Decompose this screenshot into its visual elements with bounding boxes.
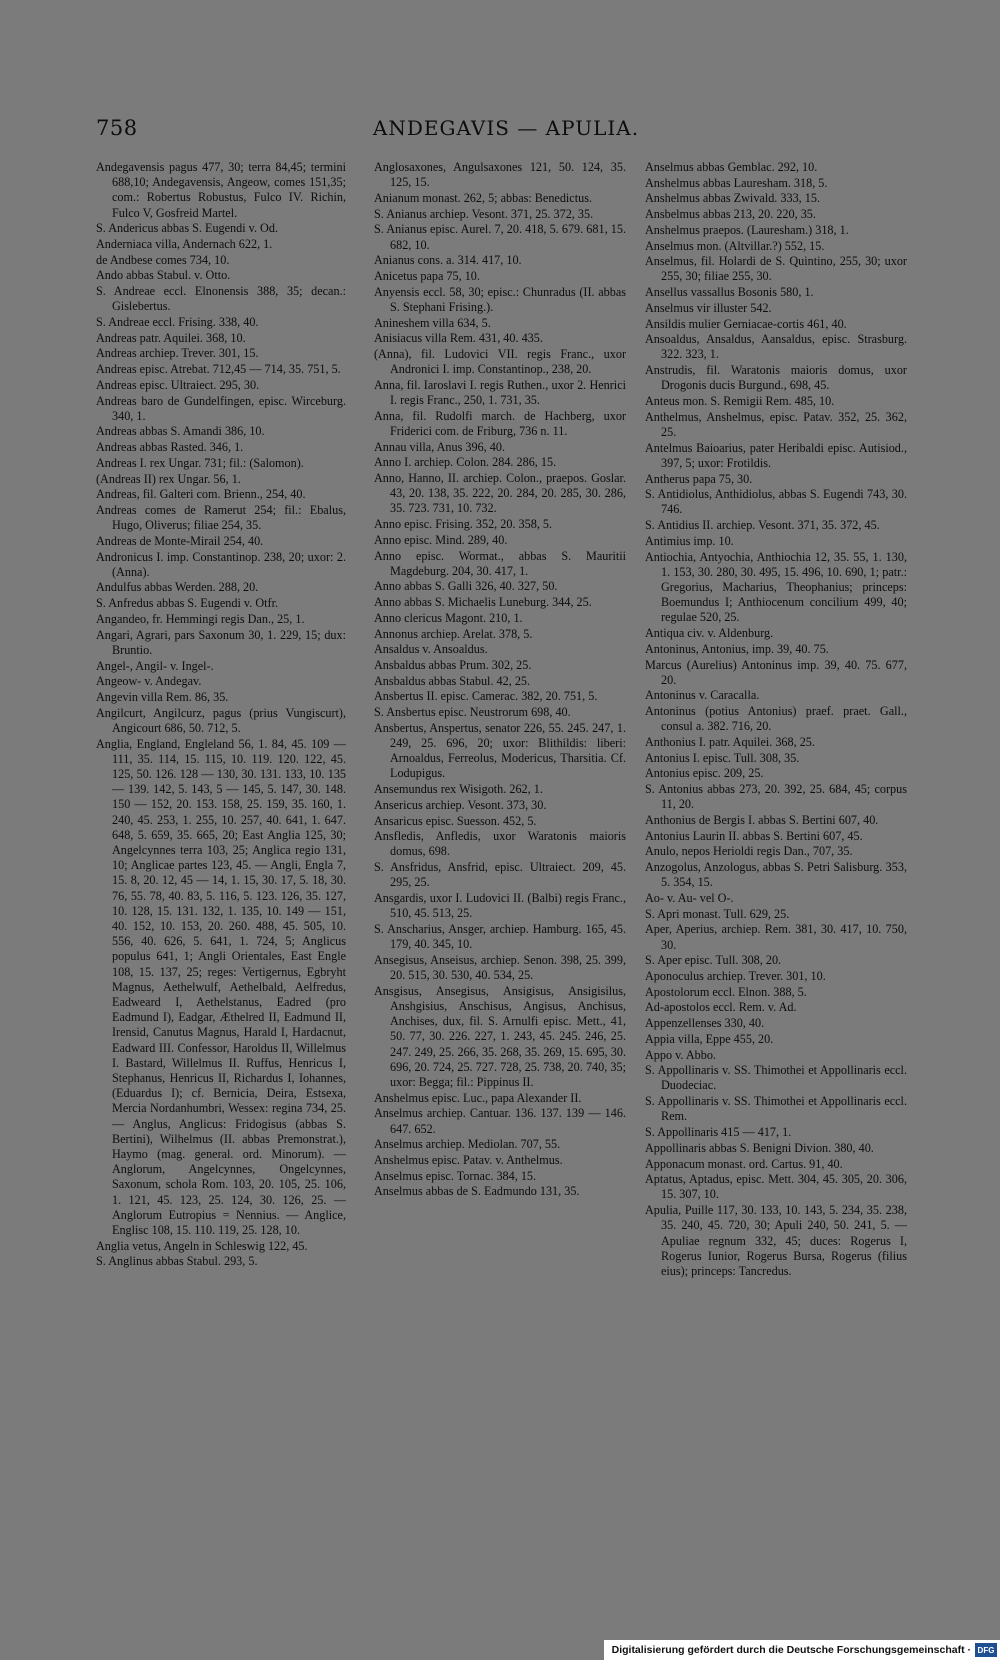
index-entry: Annonus archiep. Arelat. 378, 5.: [374, 626, 533, 641]
index-entry: Anno abbas S. Galli 326, 40. 327, 50.: [374, 579, 558, 594]
index-entry: Andreas, fil. Galteri com. Brienn., 254, 40.: [96, 487, 306, 502]
index-entry: Ansegisus, Anseisus, archiep. Senon. 398, 25. 399, 20. 515, 30. 530, 40. 534, 25.: [374, 952, 626, 983]
index-entry: Anzogolus, Anzologus, abbas S. Petri Salisburg. 353, 5. 354, 15.: [645, 860, 907, 890]
index-entry: S. Andericus abbas S. Eugendi v. Od.: [96, 221, 279, 236]
index-entry: Anisiacus villa Rem. 431, 40. 435.: [374, 331, 543, 346]
index-entry: Anno episc. Frising. 352, 20. 358, 5.: [374, 517, 553, 532]
index-entry: Anyensis eccl. 58, 30; episc.: Chunradus (II. abbas S. Stephani Frising.).: [374, 284, 626, 314]
index-entry: Anna, fil. Iaroslavi I. regis Ruthen., uxor 2. Henrici I. regis Franc., 250, 1. 731, 35.: [374, 377, 626, 408]
index-entry: Anglosaxones, Angulsaxones 121, 50. 124, 35. 125, 15.: [374, 160, 626, 190]
index-entry: Anselmus, fil. Holardi de S. Quintino, 255, 30; uxor 255, 30; filiae 255, 30.: [645, 254, 907, 284]
index-entry: Anselmus episc. Tornac. 384, 15.: [374, 1168, 537, 1183]
index-entry: Anselmus abbas de S. Eadmundo 131, 35.: [374, 1184, 580, 1199]
index-entry: S. Andreae eccl. Elnonensis 388, 35; decan.: Gislebertus.: [96, 284, 346, 314]
index-entry: Anglia vetus, Angeln in Schleswig 122, 45.: [96, 1238, 308, 1253]
index-entry: Angel-, Angil- v. Ingel-.: [96, 658, 214, 673]
index-entry: Angandeo, fr. Hemmingi regis Dan., 25, 1.: [96, 611, 305, 626]
index-entry: Anshelmus praepos. (Lauresham.) 318, 1.: [645, 222, 849, 237]
index-entry: Anno episc. Mind. 289, 40.: [374, 532, 508, 547]
index-entry: Appollinaris abbas S. Benigni Divion. 380, 40.: [645, 1140, 874, 1155]
index-entry: Anstrudis, fil. Waratonis maioris domus, uxor Drogonis ducis Burgund., 698, 45.: [645, 363, 907, 393]
index-entry: Anulo, nepos Herioldi regis Dan., 707, 35.: [645, 844, 853, 859]
index-entry: Anianus cons. a. 314. 417, 10.: [374, 253, 522, 268]
index-entry: S. Antonius abbas 273, 20. 392, 25. 684, 45; corpus 11, 20.: [645, 782, 907, 812]
index-entry: Anianum monast. 262, 5; abbas: Benedictus.: [374, 190, 592, 205]
index-entry: Anno, Hanno, II. archiep. Colon., praepos. Goslar. 43, 20. 138, 35. 222, 20. 284, 20. 285, 30. 286, 35. 723. 731, 10. 732.: [374, 471, 626, 516]
index-entry: Ansbaldus abbas Stabul. 42, 25.: [374, 673, 531, 688]
index-entry: Anselmus archiep. Mediolan. 707, 55.: [374, 1137, 561, 1152]
index-entry: Ansaricus episc. Suesson. 452, 5.: [374, 813, 537, 828]
index-entry: Apponacum monast. ord. Cartus. 91, 40.: [645, 1156, 843, 1171]
index-entry: Anthonius de Bergis I. abbas S. Bertini 607, 40.: [645, 813, 879, 828]
index-entry: Andreas episc. Atrebat. 712,45 — 714, 35. 751, 5.: [96, 362, 341, 377]
index-entry: de Andbese comes 734, 10.: [96, 252, 230, 267]
index-entry: Andreas I. rex Ungar. 731; fil.: (Salomon).: [96, 455, 304, 470]
index-entry: Anglia, England, Engleland 56, 1. 84, 45. 109 — 111, 35. 114, 15. 115, 10. 119. 120. 122, 45. 125, 50. 126. 128 — 130, 30. 131. 133, 10. 135 — 139. 142, 5. 143, 5 — 145, 5. 147, 30. 148. 150 — 152, 20. 153. 158, 25. 159, 35. 160, 1. 240, 45. 253, 1. 255, 10. 257, 40. 641, 1. 647. 648, 5. 659, 35. 665, 20; East Anglia 125, 30; Angelcynnes terra 103, 25; Anglica regio 131, 10; Anglicae partes 123, 45. — Angli, Engla 7, 15. 8, 20. 12, 45 — 14, 1. 15, 30. 17, 5. 18, 30. 76, 55. 78, 40. 83, 5. 116, 5. 123. 126, 35. 127, 10. 128, 15. 131. 132, 1. 135, 10. 149 — 151, 40. 152, 10. 153, 20. 260. 488, 45. 505, 10. 556, 40. 626, 5. 641, 1. 724, 5; Anglicus populus 641, 1; Angli Orientales, East Engle 108, 15. 137, 25; reges: Vertigernus, Egbryht Magnus, Aethelwulf, Aethelbald, Aelfredus, Eadweard I, Aethelstanus, Eadred (pro Eadmund I), Eadgar, Æthelred II, Eadmund II, Irensid, Canutus Magnus, Harald I, Hardacnut, Eadward III. Confessor, Haroldus II, Willelmus I. Bastard, Willelmus II. Ruffus, Henricus I, Stephanus, Henricus II, Richardus I, Iohannes, (Eduardus I); cf. Bernicia, Deira, Estsexa, Mercia Nordanhumbri, Wessex: regina 734, 25. — Anglus, Anglicus: Fridogisus (abbas S. Bertini), Wilhelmus (II. abbas Premonstrat.), Haymo (mag. general. ord. Minorum). — Anglorum, Angelcynnes, Ongelcynnes, Saxonum, schola Rom. 103, 20. 105, 25. 106, 1. 121, 45. 123, 25. 124, 30. 126, 25. — Anglorum Eutropius = Nennius. — Anglice, Englisc 108, 15. 110. 119, 25. 128, 10.: [96, 736, 346, 1238]
index-entry: Aper, Aperius, archiep. Rem. 381, 30. 417, 10. 750, 30.: [645, 922, 907, 952]
index-entry: Antiqua civ. v. Aldenburg.: [645, 626, 774, 641]
index-entry: Ansbaldus abbas Prum. 302, 25.: [374, 658, 532, 672]
index-entry: S. Anianus episc. Aurel. 7, 20. 418, 5. 679. 681, 15. 682, 10.: [374, 222, 626, 252]
index-entry: Anderniaca villa, Andernach 622, 1.: [96, 237, 273, 252]
index-entry: Appo v. Abbo.: [645, 1047, 716, 1062]
index-entry: Antimius imp. 10.: [645, 533, 734, 548]
index-entry: Anshelmus episc. Patav. v. Anthelmus.: [374, 1153, 563, 1167]
index-entry: S. Aper episc. Tull. 308, 20.: [645, 953, 782, 968]
index-entry: Anineshem villa 634, 5.: [374, 315, 491, 330]
index-entry: Antherus papa 75, 30.: [645, 471, 753, 486]
index-entry: Anselmus vir illuster 542.: [645, 300, 772, 315]
index-entry: Anteus mon. S. Remigii Rem. 485, 10.: [645, 394, 835, 409]
index-entry: Angilcurt, Angilcurz, pagus (prius Vungiscurt), Angicourt 686, 50. 712, 5.: [96, 705, 346, 735]
index-entry: Antoninus v. Caracalla.: [645, 688, 760, 703]
index-entry: Anselmus abbas Gemblac. 292, 10.: [645, 160, 818, 174]
index-entry: Anno episc. Wormat., abbas S. Mauritii Magdeburg. 204, 30. 417, 1.: [374, 548, 626, 578]
index-entry: Ansellus vassallus Bosonis 580, 1.: [645, 285, 814, 300]
index-entry: Anno abbas S. Michaelis Luneburg. 344, 25.: [374, 595, 592, 610]
index-entry: S. Apri monast. Tull. 629, 25.: [645, 906, 790, 921]
index-entry: Andulfus abbas Werden. 288, 20.: [96, 580, 259, 595]
footer-text: Digitalisierung gefördert durch die Deutsche Forschungsgemeinschaft ·: [611, 1644, 971, 1656]
index-entry: Ansgisus, Ansegisus, Ansigisus, Ansigisilus, Anshgisius, Anschisus, Angisus, Anchisus, Anchises, dux, fil. S. Arnulfi episc. Mett., 41, 50. 77, 30. 226. 227, 1. 243, 45. 245. 246, 25. 247. 249, 25. 266, 35. 268, 35. 269, 15. 695, 30. 696, 20. 724, 25. 727. 728, 25. 738, 20. 740, 35; uxor: Begga; fil.: Pippinus II.: [374, 983, 626, 1089]
index-entry: Anno clericus Magont. 210, 1.: [374, 610, 523, 625]
index-entry: Apostolorum eccl. Elnon. 388, 5.: [645, 984, 807, 999]
index-entry: Antoninus, Antonius, imp. 39, 40. 75.: [645, 641, 829, 656]
index-entry: Anshelmus episc. Luc., papa Alexander II.: [374, 1090, 582, 1105]
index-column-1: [96, 160, 346, 1620]
index-entry: (Andreas II) rex Ungar. 56, 1.: [96, 471, 241, 486]
index-entry: Anna, fil. Rudolfi march. de Hachberg, uxor Friderici com. de Friburg, 736 n. 11.: [374, 408, 626, 438]
index-entry: Ad-apostolos eccl. Rem. v. Ad.: [645, 1000, 797, 1015]
index-entry: Antelmus Baioarius, pater Heribaldi episc. Autisiod., 397, 5; uxor: Frotildis.: [645, 440, 907, 470]
index-entry: Andreas baro de Gundelfingen, episc. Wirceburg. 340, 1.: [96, 393, 346, 423]
index-entry: S. Appollinaris 415 — 417, 1.: [645, 1125, 792, 1140]
index-entry: Angeow- v. Andegav.: [96, 674, 202, 689]
index-entry: Appenzellenses 330, 40.: [645, 1016, 765, 1031]
index-entry: S. Appollinaris v. SS. Thimothei et Appollinaris eccl. Rem.: [645, 1094, 907, 1124]
index-entry: Aptatus, Aptadus, episc. Mett. 304, 45. 305, 20. 306, 15. 307, 10.: [645, 1172, 907, 1202]
index-entry: Appia villa, Eppe 455, 20.: [645, 1031, 774, 1046]
index-entry: Ansgardis, uxor I. Ludovici II. (Balbi) regis Franc., 510, 45. 513, 25.: [374, 891, 626, 921]
index-entry: Antoninus (potius Antonius) praef. praet. Gall., consul a. 382. 716, 20.: [645, 704, 907, 734]
index-entry: Ansbertus II. episc. Camerac. 382, 20. 751, 5.: [374, 689, 598, 704]
index-entry: Andreas abbas S. Amandi 386, 10.: [96, 424, 265, 439]
index-entry: Apulia, Puille 117, 30. 133, 10. 143, 5. 234, 35. 238, 35. 240, 45. 720, 30; Apuli 240, 50. 241, 5. — Apuliae regnum 332, 45; duces: Rogerus I, Rogerus Iunior, Rogerus Bursa, Rogerus (filius eius); princeps: Tancredus.: [645, 1203, 907, 1278]
index-entry: Ando abbas Stabul. v. Otto.: [96, 268, 231, 283]
index-entry: Ansericus archiep. Vesont. 373, 30.: [374, 797, 547, 812]
index-entry: S. Appollinaris v. SS. Thimothei et Appollinaris eccl. Duodeciac.: [645, 1063, 907, 1093]
index-entry: Ao- v. Au- vel O-.: [645, 891, 734, 906]
index-entry: Ansoaldus, Ansaldus, Aansaldus, episc. Strasburg. 322. 323, 1.: [645, 332, 907, 362]
index-entry: S. Ansfridus, Ansfrid, episc. Ultraiect. 209, 45. 295, 25.: [374, 860, 626, 890]
index-column-2: [374, 160, 626, 1620]
index-entry: Anselmus mon. (Altvillar.?) 552, 15.: [645, 238, 825, 253]
index-entry: Aponoculus archiep. Trever. 301, 10.: [645, 969, 826, 984]
index-entry: S. Anscharius, Ansger, archiep. Hamburg. 165, 45. 179, 40. 345, 10.: [374, 921, 626, 952]
index-entry: Ansfledis, Anfledis, uxor Waratonis maioris domus, 698.: [374, 829, 626, 859]
index-entry: Marcus (Aurelius) Antoninus imp. 39, 40. 75. 677, 20.: [645, 657, 907, 687]
index-entry: Andronicus I. imp. Constantinop. 238, 20; uxor: 2. (Anna).: [96, 549, 346, 579]
page-number: 758: [96, 116, 138, 140]
index-entry: S. Ansbertus episc. Neustrorum 698, 40.: [374, 705, 571, 720]
index-entry: S. Anfredus abbas S. Eugendi v. Otfr.: [96, 596, 279, 611]
index-entry: Angevin villa Rem. 86, 35.: [96, 689, 229, 704]
index-entry: Ansbelmus abbas 213, 20. 220, 35.: [645, 207, 816, 222]
index-entry: Antiochia, Antyochia, Anthiochia 12, 35. 55, 1. 130, 1. 153, 30. 280, 30. 495, 15. 496, 10. 690, 1; patr.: Gregorius, Macharius, Theophanius; princeps: Boemundus I; Anthiocenum concilium 499, 40; regulae 520, 25.: [645, 549, 907, 625]
index-entry: Anshelmus abbas Lauresham. 318, 5.: [645, 175, 828, 190]
index-entry: Andegavensis pagus 477, 30; terra 84,45; termini 688,10; Andegavensis, Angeow, comes 151,35; com.: Robertus Robustus, Fulco IV. Richin, Fulco V, Gosfreid Martel.: [96, 160, 346, 220]
index-entry: Andreas comes de Ramerut 254; fil.: Ebalus, Hugo, Oliverus; filiae 254, 35.: [96, 502, 346, 533]
index-entry: Andreas episc. Ultraiect. 295, 30.: [96, 377, 260, 392]
index-entry: (Anna), fil. Ludovici VII. regis Franc., uxor Andronici I. imp. Constantinop., 238, 20.: [374, 346, 626, 377]
index-entry: Andreas abbas Rasted. 346, 1.: [96, 440, 244, 455]
index-entry: Anicetus papa 75, 10.: [374, 268, 480, 283]
index-entry: S. Antidius II. archiep. Vesont. 371, 35. 372, 45.: [645, 518, 880, 533]
index-column-3: [645, 160, 907, 1620]
index-entry: Ansbertus, Anspertus, senator 226, 55. 245. 247, 1. 249, 25. 696, 20; uxor: Blithildis: liberi: Arnoaldus, Ferreolus, Modericus, Tharsitia. Cf. Lodupigus.: [374, 720, 626, 781]
index-entry: Ansaldus v. Ansoaldus.: [374, 642, 488, 657]
index-entry: Ansildis mulier Gerniacae-cortis 461, 40.: [645, 316, 847, 331]
index-entry: S. Antidiolus, Anthidiolus, abbas S. Eugendi 743, 30. 746.: [645, 487, 907, 517]
index-entry: Antonius I. episc. Tull. 308, 35.: [645, 750, 800, 765]
index-entry: Anthonius I. patr. Aquilei. 368, 25.: [645, 735, 815, 750]
dfg-logo-icon: DFG: [975, 1643, 997, 1657]
footer-banner: [604, 1640, 1000, 1660]
index-entry: S. Anglinus abbas Stabul. 293, 5.: [96, 1254, 258, 1269]
index-entry: Anshelmus abbas Zwivald. 333, 15.: [645, 191, 821, 206]
index-entry: Anthelmus, Anshelmus, episc. Patav. 352, 25. 362, 25.: [645, 409, 907, 439]
index-entry: Annau villa, Anus 396, 40.: [374, 439, 506, 454]
page-header: [96, 116, 916, 146]
index-entry: Angari, Agrari, pars Saxonum 30, 1. 229, 15; dux: Bruntio.: [96, 627, 346, 657]
index-entry: Antonius episc. 209, 25.: [645, 766, 764, 781]
index-entry: S. Anianus archiep. Vesont. 371, 25. 372, 35.: [374, 206, 594, 221]
index-entry: Antonius Laurin II. abbas S. Bertini 607, 45.: [645, 828, 863, 843]
index-entry: Andreas archiep. Trever. 301, 15.: [96, 346, 259, 361]
index-entry: Andreas de Monte-Mirail 254, 40.: [96, 533, 264, 548]
index-entry: Anno I. archiep. Colon. 284. 286, 15.: [374, 455, 557, 470]
index-entry: Andreas patr. Aquilei. 368, 10.: [96, 330, 246, 345]
index-entry: Ansemundus rex Wisigoth. 262, 1.: [374, 782, 543, 797]
running-head: ANDEGAVIS — APULIA.: [372, 116, 640, 140]
index-entry: Anselmus archiep. Cantuar. 136. 137. 139 — 146. 647. 652.: [374, 1106, 626, 1136]
index-entry: S. Andreae eccl. Frising. 338, 40.: [96, 315, 259, 330]
